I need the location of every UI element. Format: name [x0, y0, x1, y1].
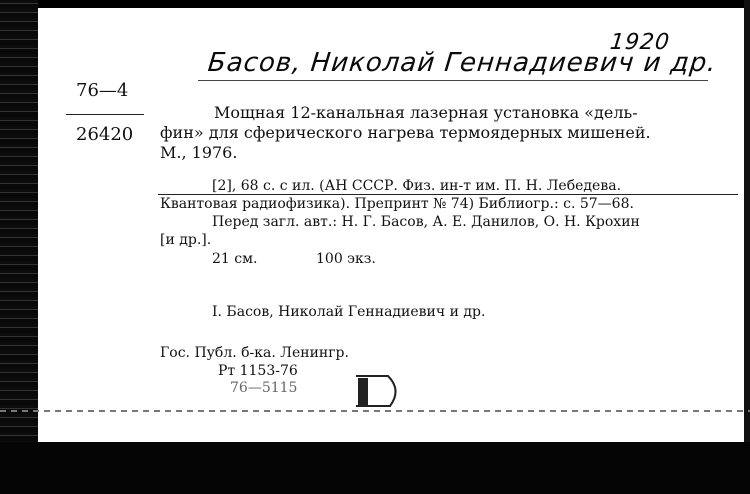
size: 21 см.	[212, 251, 258, 267]
code-1: Рт 1153-76	[218, 363, 298, 379]
call-number-bottom: 26420	[76, 124, 134, 145]
pub-line-4: [и др.].	[160, 232, 212, 248]
handwritten-year: 1920	[608, 30, 672, 55]
call-number-divider	[66, 114, 144, 115]
title-line-2: фин» для сферического нагрева термоядерных мишеней.	[160, 123, 651, 142]
pub-line-1: [2], 68 с. с ил. (АН СССР. Физ. ин-т им. П. Н. Лебедева.	[212, 178, 622, 194]
scan-dashed-line	[0, 410, 750, 412]
call-number-top: 76—4	[76, 80, 129, 101]
card-edge-left	[0, 0, 38, 494]
copies: 100 экз.	[316, 251, 376, 267]
pub-line-3: Перед загл. авт.: Н. Г. Басов, А. Е. Данилов, О. Н. Крохин	[212, 214, 640, 230]
scan-bottom-border	[0, 442, 750, 494]
handwriting-underline	[198, 80, 708, 81]
title-line-1: Мощная 12-канальная лазерная установка «дель-	[214, 103, 638, 122]
added-entry: I. Басов, Николай Геннадиевич и др.	[212, 304, 486, 320]
library: Гос. Публ. б-ка. Ленингр.	[160, 345, 349, 361]
card-edge-right	[744, 0, 750, 494]
title-line-3: М., 1976.	[160, 143, 238, 162]
pub-line-2: Квантовая радиофизика). Препринт № 74) Библиогр.: с. 57—68.	[160, 196, 634, 212]
code-2: 76—5115	[230, 380, 298, 396]
handwritten-author: Басов, Николай Геннадиевич и др.	[206, 48, 719, 78]
pub-strike-line	[158, 194, 738, 195]
catalog-card	[38, 8, 744, 442]
stamp-mark	[350, 370, 406, 412]
